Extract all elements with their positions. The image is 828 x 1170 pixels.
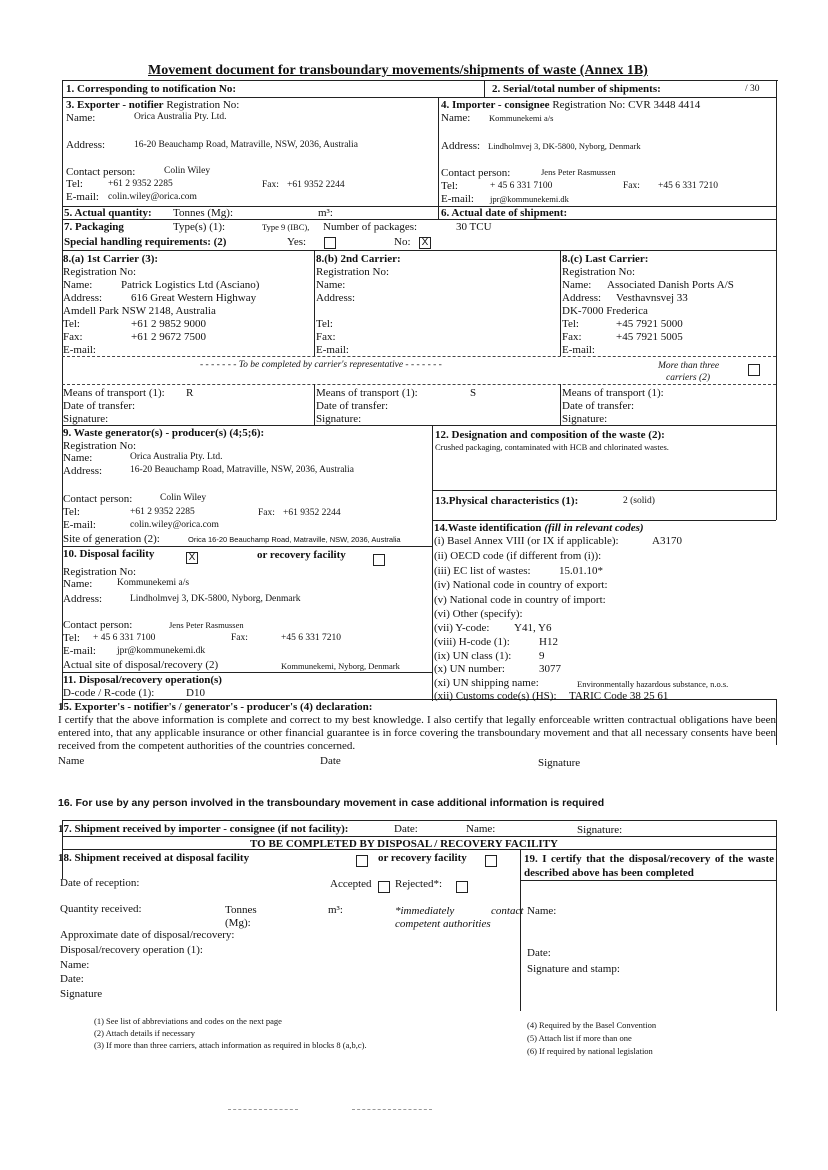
disposal-address-label: Address: — [63, 593, 103, 605]
import-code-label: (v) National code in country of import: — [434, 594, 606, 606]
exporter-heading — [66, 99, 239, 111]
special-yes-checkbox[interactable] — [324, 237, 336, 249]
declaration-name-label: Name — [58, 755, 85, 767]
customs-code-value: TARIC Code 38 25 61 — [569, 690, 669, 702]
waste-id-heading — [434, 522, 644, 534]
facility-header: TO BE COMPLETED BY DISPOSAL / RECOVERY FACILITY — [250, 838, 558, 850]
carrier-2-email-label: E-mail: — [316, 344, 349, 356]
exporter-contact-label: Contact person: — [66, 166, 136, 178]
disposal-name: Kommunekemi a/s — [117, 578, 190, 588]
importer-reg-value: CVR 3448 4414 — [628, 99, 701, 111]
exporter-reg-label: Registration No: — [166, 99, 240, 111]
disposal-operation-label: Disposal/recovery operation (1): — [60, 944, 203, 956]
disposal-facility-label: 10. Disposal facility — [63, 548, 155, 560]
disposal-email: jpr@kommunekemi.dk — [117, 646, 206, 656]
carrier-2-means-label: Means of transport (1): — [316, 387, 418, 399]
disposal-email-label: E-mail: — [63, 645, 96, 657]
recovery-facility-label: or recovery facility — [257, 549, 346, 561]
carrier-1-tel-label: Tel: — [63, 318, 80, 330]
special-no-label: No: — [394, 236, 411, 248]
carrier-last-tel-label: Tel: — [562, 318, 579, 330]
disposal-site-label: Actual site of disposal/recovery (2) — [63, 659, 219, 671]
carrier-1-label: 8.(a) 1st Carrier (3): — [63, 253, 159, 265]
packaging-label: 7. Packaging — [64, 221, 124, 233]
importer-heading — [441, 99, 700, 111]
y-code-value: Y41, Y6 — [514, 622, 552, 634]
received-importer-signature: Signature: — [577, 824, 623, 836]
carrier-last-reg-label: Registration No: — [562, 266, 636, 278]
accepted-label: Accepted — [330, 878, 372, 890]
footnote-5: (5) Attach list if more than one — [527, 1033, 632, 1043]
block-2-label: 2. Serial/total number of shipments: — [492, 83, 661, 95]
carrier-rep-note: - - - - - - - To be completed by carrier's representative - - - - - - - — [200, 360, 442, 370]
tonnes-label: Tonnes (Mg): — [173, 207, 234, 219]
exporter-tel-label: Tel: — [66, 178, 83, 190]
generator-email: colin.wiley@orica.com — [130, 520, 219, 530]
carrier-last-means-label: Means of transport (1): — [562, 387, 664, 399]
carrier-1-address-1: 616 Great Western Highway — [131, 292, 257, 304]
competent-authorities-note: competent authorities — [395, 918, 491, 930]
operation-code: D10 — [186, 687, 205, 699]
received-recovery-label: or recovery facility — [378, 852, 467, 864]
generator-site: Orica 16-20 Beauchamp Road, Matraville, NSW, 2036, Australia — [188, 535, 401, 544]
carrier-2-label: 8.(b) 2nd Carrier: — [316, 253, 401, 265]
ec-list-label: (iii) EC list of wastes: — [434, 565, 531, 577]
designation-value: Crushed packaging, contaminated with HCB and chlorinated wastes. — [435, 442, 669, 452]
operation-label: 11. Disposal/recovery operation(s) — [63, 674, 222, 686]
declaration-date-label: Date — [320, 755, 341, 767]
importer-email: jpr@kommunekemi.dk — [490, 194, 569, 204]
export-code-label: (iv) National code in country of export: — [434, 579, 608, 591]
importer-name: Kommunekemi a/s — [489, 113, 554, 123]
carrier-last-signature-label: Signature: — [562, 413, 608, 425]
other-code-label: (vi) Other (specify): — [434, 608, 523, 620]
packaging-type-value: Type 9 (IBC), — [262, 222, 310, 232]
un-number-label: (x) UN number: — [434, 663, 505, 675]
carrier-1-tel: +61 2 9852 9000 — [131, 318, 206, 330]
basel-annex-label: (i) Basel Annex VIII (or IX if applicable): — [434, 535, 619, 547]
importer-name-label: Name: — [441, 112, 471, 124]
importer-address-label: Address: — [441, 140, 481, 152]
carrier-1-means-value: R — [186, 387, 194, 399]
received-tonnes-label: Tonnes — [225, 904, 257, 916]
carrier-2-tel-label: Tel: — [316, 318, 333, 330]
disposal-contact-label: Contact person: — [63, 619, 133, 631]
generator-fax-label: Fax: — [258, 508, 275, 518]
carrier-1-name: Patrick Logistics Ltd (Asciano) — [121, 279, 260, 291]
special-yes-label: Yes: — [287, 236, 307, 248]
received-importer-label: 17. Shipment received by importer - consignee (if not facility): — [58, 823, 349, 835]
operation-code-label: D-code / R-code (1): — [63, 687, 155, 699]
ec-list-value: 15.01.10* — [559, 565, 603, 577]
carrier-last-tel: +45 7921 5000 — [616, 318, 683, 330]
carrier-1-address-2: Amdell Park NSW 2148, Australia — [63, 305, 216, 317]
exporter-email-label: E-mail: — [66, 191, 99, 203]
facility-signature-label: Signature — [60, 988, 103, 1000]
generator-reg-label: Registration No: — [63, 440, 137, 452]
received-mg-label: (Mg): — [225, 917, 251, 929]
waste-id-label: 14.Waste identification — [434, 522, 542, 534]
carrier-last-fax: +45 7921 5005 — [616, 331, 683, 343]
physical-characteristics-label: 13.Physical characteristics (1): — [435, 495, 579, 507]
importer-contact: Jens Peter Rasmussen — [541, 167, 616, 177]
carrier-2-date-label: Date of transfer: — [316, 400, 389, 412]
disposal-contact: Jens Peter Rasmussen — [169, 620, 244, 630]
un-class-label: (ix) UN class (1): — [434, 650, 512, 662]
carrier-last-email-label: E-mail: — [562, 344, 595, 356]
declaration-label: 15. Exporter's - notifier's / generator's - producer's (4) declaration: — [58, 701, 373, 713]
un-shipping-name-label: (xi) UN shipping name: — [434, 677, 539, 689]
more-carriers-note-1: More than three — [658, 361, 720, 371]
rejected-checkbox[interactable] — [456, 881, 468, 893]
footnote-6: (6) If required by national legislation — [527, 1046, 653, 1056]
approx-date-label: Approximate date of disposal/recovery: — [60, 929, 235, 941]
bottom-scan-mark-1 — [228, 1109, 298, 1110]
carrier-2-means-value: S — [470, 387, 477, 399]
generator-email-label: E-mail: — [63, 519, 96, 531]
actual-quantity-label: 5. Actual quantity: — [64, 207, 152, 219]
more-carriers-checkbox[interactable] — [748, 364, 760, 376]
importer-label: 4. Importer - consignee — [441, 99, 550, 111]
document-title: Movement document for transboundary movements/shipments of waste (Annex 1B) — [148, 63, 648, 78]
exporter-address-label: Address: — [66, 139, 106, 151]
received-recovery-checkbox[interactable] — [485, 855, 497, 867]
generator-address: 16-20 Beauchamp Road, Matraville, NSW, 2036, Australia — [130, 465, 354, 475]
received-importer-name: Name: — [466, 823, 496, 835]
generator-name: Orica Australia Pty. Ltd. — [130, 452, 223, 462]
importer-address: Lindholmvej 3, DK-5800, Nyborg, Denmark — [488, 141, 641, 151]
footnote-3: (3) If more than three carriers, attach information as required in blocks 8 (a,b,c). — [94, 1040, 367, 1050]
carrier-2-signature-label: Signature: — [316, 413, 362, 425]
carrier-1-name-label: Name: — [63, 279, 93, 291]
h-code-label: (viii) H-code (1): — [434, 636, 510, 648]
carrier-last-address-2: DK-7000 Frederica — [562, 305, 648, 317]
quantity-received-label: Quantity received: — [60, 903, 142, 915]
exporter-name: Orica Australia Pty. Ltd. — [134, 112, 227, 122]
basel-annex-value: A3170 — [652, 535, 682, 547]
exporter-fax: +61 9352 2244 — [287, 180, 345, 190]
carrier-1-fax: +61 2 9672 7500 — [131, 331, 206, 343]
more-carriers-note-2: carriers (2) — [666, 373, 711, 383]
special-no-checkbox[interactable]: X — [419, 237, 431, 249]
generator-fax: +61 9352 2244 — [283, 508, 341, 518]
carrier-1-date-label: Date of transfer: — [63, 400, 136, 412]
packaging-types-label: Type(s) (1): — [173, 221, 226, 233]
carrier-last-fax-label: Fax: — [562, 331, 582, 343]
facility-date-label: Date: — [60, 973, 84, 985]
generator-contact: Colin Wiley — [160, 493, 207, 503]
footnote-4: (4) Required by the Basel Convention — [527, 1020, 657, 1030]
importer-reg-label: Registration No: — [552, 99, 626, 111]
carrier-last-address-label: Address: — [562, 292, 602, 304]
actual-date-label: 6. Actual date of shipment: — [441, 207, 568, 219]
carrier-2-reg-label: Registration No: — [316, 266, 390, 278]
designation-label: 12. Designation and composition of the waste (2): — [435, 429, 665, 441]
carrier-last-name-label: Name: — [562, 279, 592, 291]
packages-label: Number of packages: — [323, 221, 418, 233]
disposal-tel-label: Tel: — [63, 632, 80, 644]
importer-tel: + 45 6 331 7100 — [490, 181, 553, 191]
oecd-code-label: (ii) OECD code (if different from (i)): — [434, 550, 602, 562]
carrier-last-name: Associated Danish Ports A/S — [607, 279, 734, 291]
carrier-2-address-label: Address: — [316, 292, 356, 304]
shipment-count: / 30 — [745, 84, 760, 94]
recovery-facility-checkbox[interactable] — [373, 554, 385, 566]
importer-contact-label: Contact person: — [441, 167, 511, 179]
disposal-address: Lindholmvej 3, DK-5800, Nyborg, Denmark — [130, 594, 301, 604]
physical-characteristics-value: 2 (solid) — [623, 496, 655, 506]
carrier-1-email-label: E-mail: — [63, 344, 96, 356]
received-facility-label: 18. Shipment received at disposal facility — [58, 852, 250, 864]
importer-fax-label: Fax: — [623, 181, 640, 191]
generator-address-label: Address: — [63, 465, 103, 477]
disposal-fax: +45 6 331 7210 — [281, 633, 341, 643]
y-code-label: (vii) Y-code: — [434, 622, 490, 634]
generator-tel-label: Tel: — [63, 506, 80, 518]
generator-site-label: Site of generation (2): — [63, 533, 160, 545]
exporter-address: 16-20 Beauchamp Road, Matraville, NSW, 2036, Australia — [134, 140, 358, 150]
bottom-scan-mark-2 — [352, 1109, 432, 1110]
carrier-2-name-label: Name: — [316, 279, 346, 291]
carrier-2-fax-label: Fax: — [316, 331, 336, 343]
generator-label: 9. Waste generator(s) - producer(s) (4;5;6): — [63, 427, 265, 439]
received-disposal-checkbox[interactable] — [356, 855, 368, 867]
block-1-label: 1. Corresponding to notification No: — [66, 83, 236, 95]
exporter-tel: +61 2 9352 2285 — [108, 179, 173, 189]
facility-name-label: Name: — [60, 959, 90, 971]
generator-tel: +61 2 9352 2285 — [130, 507, 195, 517]
special-handling-label: Special handling requirements: (2) — [64, 236, 227, 248]
un-class-value: 9 — [539, 650, 545, 662]
carrier-1-fax-label: Fax: — [63, 331, 83, 343]
footnote-1: (1) See list of abbreviations and codes on the next page — [94, 1016, 282, 1026]
declaration-signature-label: Signature — [538, 757, 581, 769]
importer-tel-label: Tel: — [441, 180, 458, 192]
importer-fax: +45 6 331 7210 — [658, 181, 718, 191]
completion-signature-label: Signature and stamp: — [527, 963, 620, 975]
carrier-1-address-label: Address: — [63, 292, 103, 304]
immediately-note: *immediately — [395, 905, 455, 917]
carrier-last-address-1: Vesthavnsvej 33 — [616, 292, 688, 304]
disposal-tel: + 45 6 331 7100 — [93, 633, 156, 643]
exporter-label: 3. Exporter - notifier — [66, 99, 164, 111]
disposal-reg-label: Registration No: — [63, 566, 137, 578]
exporter-fax-label: Fax: — [262, 180, 279, 190]
customs-code-label: (xii) Customs code(s) (HS): — [434, 690, 557, 702]
un-number-value: 3077 — [539, 663, 561, 675]
received-importer-date: Date: — [394, 823, 418, 835]
m3-label: m³: — [318, 207, 333, 219]
completion-certificate-label: 19. I certify that the disposal/recovery of the waste described above has been completed — [524, 853, 774, 879]
carrier-last-date-label: Date of transfer: — [562, 400, 635, 412]
disposal-fax-label: Fax: — [231, 633, 248, 643]
un-shipping-name-value: Environmentally hazardous substance, n.o.s. — [577, 679, 729, 689]
completion-date-label: Date: — [527, 947, 551, 959]
waste-id-note: (fill in relevant codes) — [544, 522, 644, 534]
footnote-2: (2) Attach details if necessary — [94, 1028, 196, 1038]
received-m3-label: m³: — [328, 904, 343, 916]
disposal-name-label: Name: — [63, 578, 93, 590]
exporter-contact: Colin Wiley — [164, 166, 211, 176]
generator-name-label: Name: — [63, 452, 93, 464]
accepted-checkbox[interactable] — [378, 881, 390, 893]
date-of-reception-label: Date of reception: — [60, 877, 140, 889]
additional-info-label: 16. For use by any person involved in the transboundary movement in case additional information is required — [58, 797, 605, 809]
exporter-email: colin.wiley@orica.com — [108, 192, 197, 202]
exporter-name-label: Name: — [66, 112, 96, 124]
contact-note: contact — [491, 905, 524, 917]
generator-contact-label: Contact person: — [63, 493, 133, 505]
completion-name-label: Name: — [527, 905, 557, 917]
importer-email-label: E-mail: — [441, 193, 474, 205]
carrier-1-signature-label: Signature: — [63, 413, 109, 425]
disposal-site: Kommunekemi, Nyborg, Denmark — [281, 661, 400, 671]
declaration-text: I certify that the above information is complete and correct to my best knowledge. I also certify that legally enforceable written contractual obligations have been entered into, that any applicable insurance or other financial guarantee is in force covering the transboundary movement and that all necessary consents have been received from the competent authorities of the countries concerned. — [58, 714, 776, 752]
rejected-label: Rejected*: — [395, 878, 443, 890]
disposal-facility-checkbox[interactable]: X — [186, 552, 198, 564]
h-code-value: H12 — [539, 636, 558, 648]
carrier-last-label: 8.(c) Last Carrier: — [562, 253, 649, 265]
carrier-1-reg-label: Registration No: — [63, 266, 137, 278]
carrier-1-means-label: Means of transport (1): — [63, 387, 165, 399]
packages-value: 30 TCU — [456, 221, 492, 233]
